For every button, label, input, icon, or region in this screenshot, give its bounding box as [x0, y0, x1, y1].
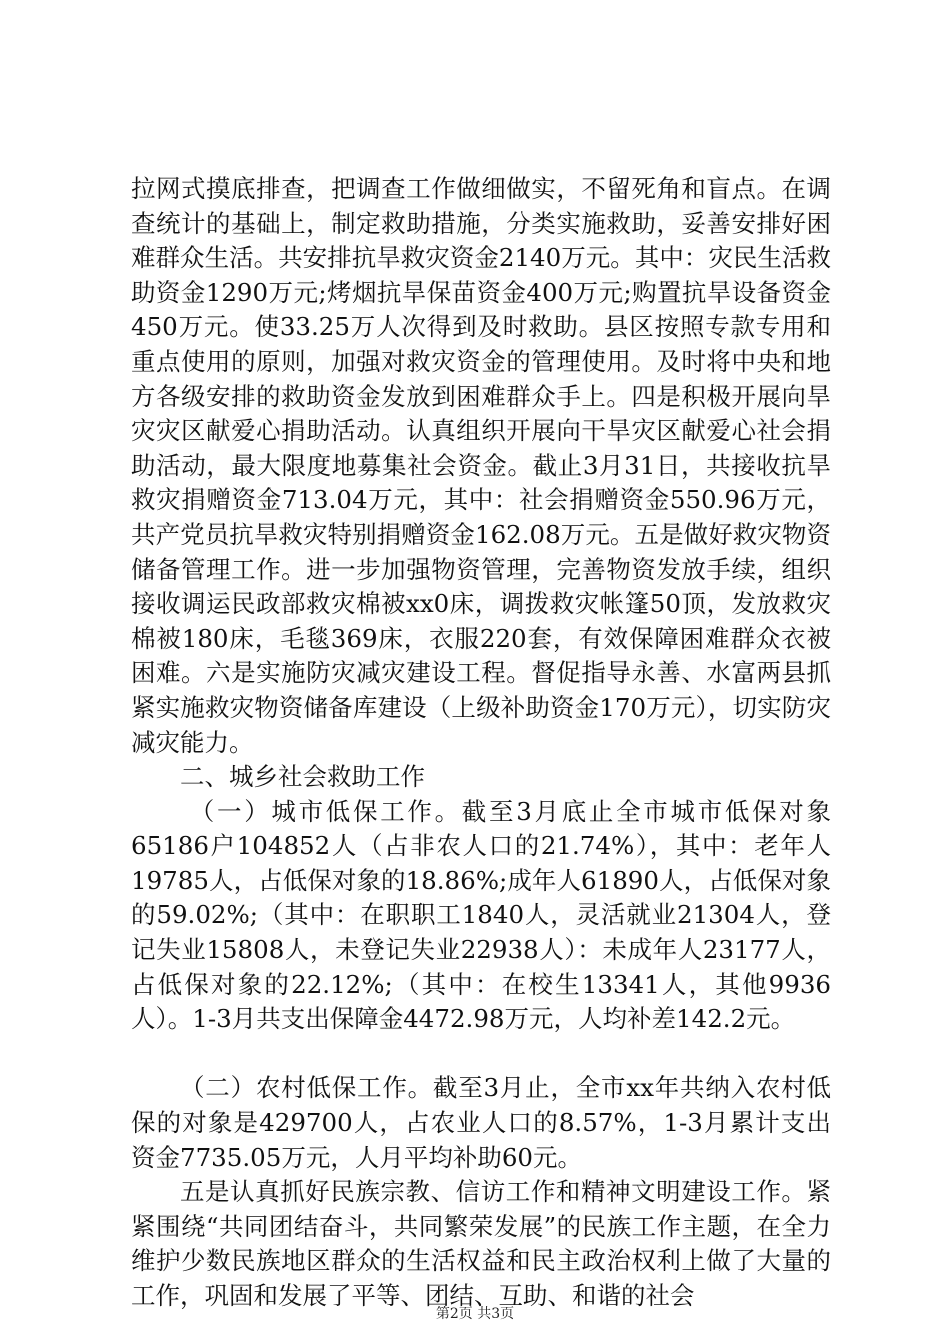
section-heading-social-assistance: 二、城乡社会救助工作: [180, 762, 425, 792]
document-body: [131, 172, 831, 1314]
body-paragraph-ethnic-religious-work: 五是认真抓好民族宗教、信访工作和精神文明建设工作。紧紧围绕“共同团结奋斗，共同繁荣发展”的民族工作主题，在全力维护少数民族地区群众的生活权益和民主政治权利上做了大量的工作，巩固和发展了平等、团结、互助、和谐的社会: [131, 1177, 831, 1310]
body-paragraph-relief-funds: 拉网式摸底排查，把调查工作做细做实，不留死角和盲点。在调查统计的基础上，制定救助措施，分类实施救助，妥善安排好困难群众生活。共安排抗旱救灾资金2140万元。其中：灾民生活救助资金1290万元;烤烟抗旱保苗资金400万元;购置抗旱设备资金450万元。使33.25万人次得到及时救助。县区按照专款专用和重点使用的原则，加强对救灾资金的管理使用。及时将中央和地方各级安排的救助资金发放到困难群众手上。四是积极开展向旱灾灾区献爱心捐助活动。认真组织开展向干旱灾区献爱心社会捐助活动，最大限度地募集社会资金。截止3月31日，共接收抗旱救灾捐赠资金713.04万元，其中：社会捐赠资金550.96万元，共产党员抗旱救灾特别捐赠资金162.08万元。五是做好救灾物资储备管理工作。进一步加强物资管理，完善物资发放手续，组织接收调运民政部救灾棉被xx0床，调拨救灾帐篷50顶，发放救灾棉被180床，毛毯369床，衣服220套，有效保障困难群众衣被困难。六是实施防灾减灾建设工程。督促指导永善、水富两县抓紧实施救灾物资储备库建设（上级补助资金170万元），切实防灾减灾能力。: [131, 174, 831, 757]
body-paragraph-rural-subsistence: （二）农村低保工作。截至3月止，全市xx年共纳入农村低保的对象是429700人，占农业人口的8.57%，1-3月累计支出资金7735.05万元，人月平均补助60元。: [131, 1073, 831, 1172]
body-paragraph-urban-subsistence: （一）城市低保工作。截至3月底止全市城市低保对象65186户104852人（占非农人口的21.74%），其中：老年人19785人，占低保对象的18.86%;成年人61890人，占低保对象的59.02%;（其中：在职职工1840人，灵活就业21304人，登记失业15808人，未登记失业22938人）：未成年人23177人，占低保对象的22.12%;（其中：在校生13341人，其他9936人）。1-3月共支出保障金4472.98万元，人均补差142.2元。: [131, 796, 831, 1034]
page-footer: 第2页 共3页: [435, 1306, 515, 1322]
paragraph-spacer: [131, 1037, 831, 1072]
